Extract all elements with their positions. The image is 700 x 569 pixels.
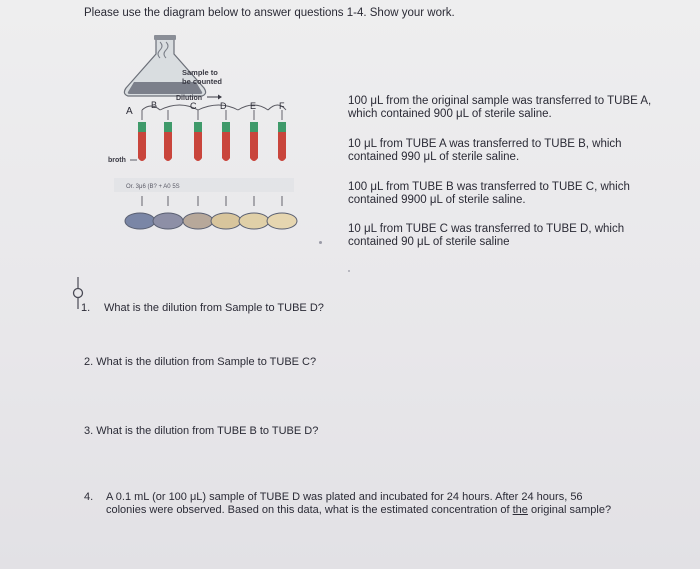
serial-dilution-diagram xyxy=(104,30,304,240)
plate-a xyxy=(125,213,155,229)
plate-d xyxy=(211,213,241,229)
transfer-note-c-to-d: 10 μL from TUBE C was transferred to TUBE D, which contained 90 μL of sterile saline xyxy=(348,223,625,248)
tube-c xyxy=(194,122,202,161)
stray-mark xyxy=(319,241,322,244)
dilution-values-row: Or. 3μ6 (B? + A0 5S xyxy=(126,184,180,190)
broth-label: broth xyxy=(108,157,126,164)
transfer-note-a-to-b: 10 μL from TUBE A was transferred to TUBE B, which contained 990 μL of sterile saline. xyxy=(348,138,622,163)
dilution-arrow-icon xyxy=(207,95,222,100)
plate-b xyxy=(153,213,183,229)
transfer-note-sample-to-a: 100 μL from the original sample was transferred to TUBE A, which contained 900 μL of sterile saline. xyxy=(348,95,652,120)
question-4-text: A 0.1 mL (or 100 μL) sample of TUBE D was plated and incubated for 24 hours. After 24 hours, 56 colonies were observed. Based on this data, what is the estimated concentration of xyxy=(106,491,583,516)
plate-e xyxy=(239,213,269,229)
question-4-text-end: original sample? xyxy=(527,504,612,516)
stray-mark xyxy=(348,270,350,272)
flask-label-line1: Sample to xyxy=(182,68,218,77)
question-4-number: 4. xyxy=(84,491,94,503)
tube-a xyxy=(138,122,146,161)
transfer-note-b-to-c: 100 μL from TUBE B was transferred to TUBE C, which contained 9900 μL of sterile saline. xyxy=(348,181,630,206)
plate-c xyxy=(183,213,213,229)
tube-letter-e: E xyxy=(250,101,257,111)
tube-letter-c: C xyxy=(190,101,197,111)
plate-transfer-lines xyxy=(142,196,282,206)
question-1: What is the dilution from Sample to TUBE D? xyxy=(104,302,324,314)
worksheet-heading: Please use the diagram below to answer questions 1-4. Show your work. xyxy=(84,7,455,19)
tube-letter-b: B xyxy=(151,100,158,110)
tube-letter-d: D xyxy=(220,101,227,111)
plate-f xyxy=(267,213,297,229)
dilution-label: Dilution xyxy=(176,95,203,102)
tube-d xyxy=(222,122,230,161)
sample-flask-icon xyxy=(124,35,205,96)
tube-letter-f: F xyxy=(279,101,285,111)
tube-b xyxy=(164,122,172,161)
tube-e xyxy=(250,122,258,161)
question-2: 2. What is the dilution from Sample to TUBE C? xyxy=(84,356,317,368)
flask-label-line2: be counted xyxy=(182,77,223,86)
question-3: 3. What is the dilution from TUBE B to TUBE D? xyxy=(84,425,319,437)
agar-plates xyxy=(125,213,297,229)
tube-letter-a: A xyxy=(126,106,133,117)
question-1-number: 1. xyxy=(81,302,91,314)
tube-f xyxy=(278,122,286,161)
question-4-underlined-word: the xyxy=(512,504,528,516)
transfer-arrows xyxy=(142,105,286,120)
question-4 xyxy=(106,491,616,517)
